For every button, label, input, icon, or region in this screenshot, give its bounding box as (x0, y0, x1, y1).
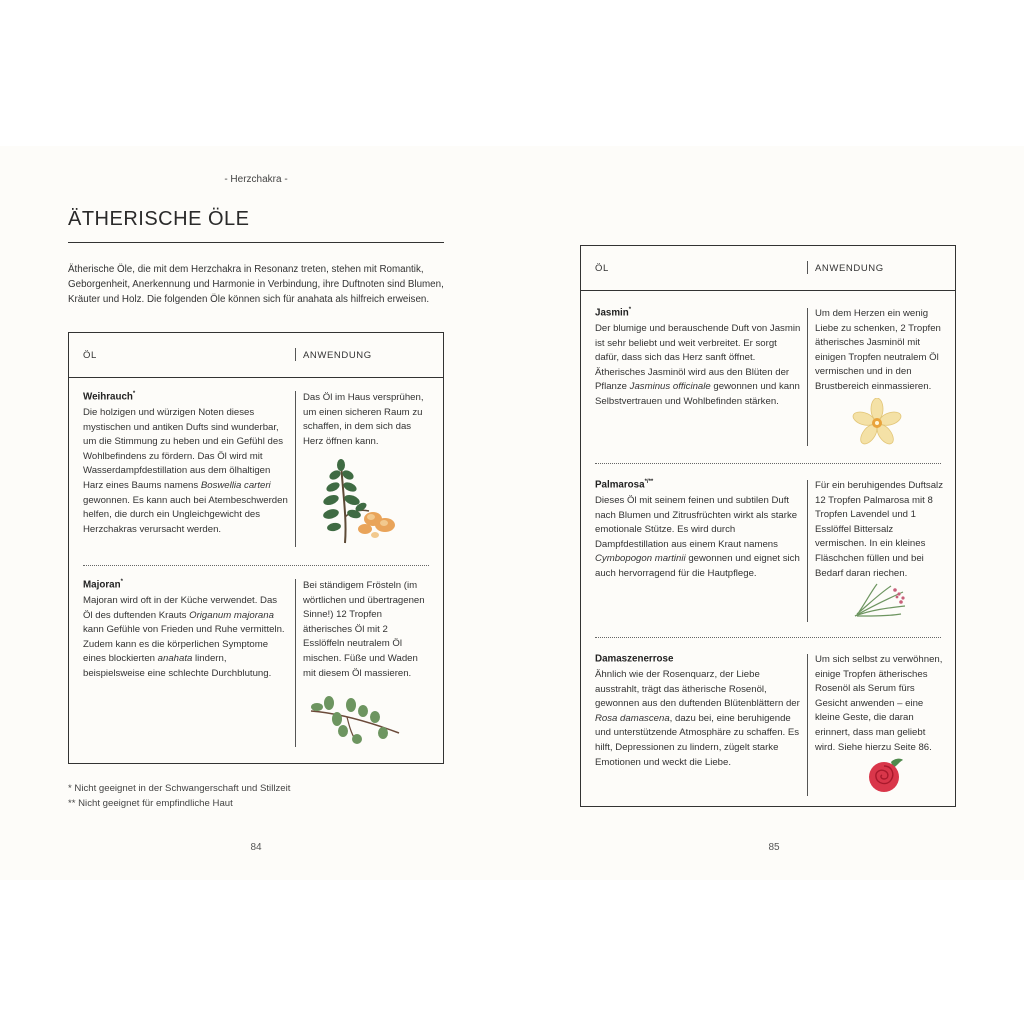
oil-name: Weihrauch* (83, 391, 136, 403)
page-number-left: 84 (250, 842, 262, 853)
table-row (69, 567, 443, 763)
header-divider (807, 261, 808, 274)
column-divider (807, 308, 808, 446)
header-oil: ÖL (595, 263, 609, 274)
oil-description: Der blumige und berauschende Duft von Jasmin ist sehr beliebt und weit verbreitet. Er sorgt dafür, dass sich das Herz sanft öffnet. Ätherisches Jasminöl wird aus den Blüten der Pflanze Jasminus officinale gewonnen und kann Selbstvertrauen und Wohlbefinden stärken. (595, 323, 801, 407)
title-rule (68, 242, 444, 243)
marjoram-icon (307, 695, 403, 745)
oil-application: Um sich selbst zu verwöhnen, einige Tropfen ätherisches Rosenöl als Serum fürs Gesicht anwenden – eine kleine Geste, die daran erinnert, dass man geliebt wird. Siehe hierzu Seite 86. (815, 654, 943, 753)
header-use: ANWENDUNG (303, 350, 372, 361)
header-use: ANWENDUNG (815, 263, 884, 274)
row-separator (83, 565, 429, 566)
column-divider (295, 391, 296, 547)
oil-name: Majoran* (83, 579, 123, 591)
table-header (69, 333, 443, 378)
column-divider (807, 480, 808, 622)
oil-application: Um dem Herzen ein wenig Liebe zu schenken, 2 Tropfen ätherisches Jasminöl mit einigen Tropfen neutralem Öl vermischen und in den Brustbereich einmassieren. (815, 308, 941, 392)
footnote: * Nicht geeignet in der Schwangerschaft und Stillzeit (68, 783, 291, 794)
oil-description: Dieses Öl mit seinem feinen und subtilen Duft nach Blumen und Zitrusfrüchten wirkt als starke emotionale Stütze. Es wird durch Dampfdestillation aus einem Kraut namens Cymbopogon martinii gewonnen und eignet sich auch hervorragend für die Hautpflege. (595, 495, 800, 579)
table-row (581, 638, 955, 806)
oil-application: Das Öl im Haus versprühen, um einen sicheren Raum zu schaffen, in dem sich das Herz öffnen kann. (303, 392, 424, 447)
oil-application: Für ein beruhigendes Duftsalz 12 Tropfen Palmarosa mit 8 Tropfen Lavendel und 1 Esslöffel Bittersalz vermischen. In ein kleines Fläschchen füllen und bei Bedarf daran riechen. (815, 480, 943, 579)
running-head: - Herzchakra - (224, 174, 288, 185)
oil-table-left (68, 332, 444, 764)
oil-name: Damaszenerrose (595, 653, 674, 665)
table-header (581, 246, 955, 291)
oil-name: Jasmin* (595, 307, 632, 319)
table-row (69, 377, 443, 563)
page-title: ÄTHERISCHE ÖLE (68, 208, 250, 230)
footnote: ** Nicht geeignet für empfindliche Haut (68, 798, 233, 809)
oil-description: Die holzigen und würzigen Noten dieses mystischen und antiken Dufts sind wunderbar, um die Stimmung zu heben und ein Gefühl des Wohlbefindens zu fördern. Das Öl wird mit Wasserdampfdestillation aus dem ölhaltigen Harz eines Baums namens Boswellia carteri gewonnen. Es kann auch bei Atembeschwerden helfen, die durch ein Ungleichgewicht des Herzchakras verursacht werden. (83, 407, 288, 535)
oil-description: Ähnlich wie der Rosenquarz, der Liebe ausstrahlt, trägt das ätherische Rosenöl, gewonnen aus den duftenden Blütenblättern der Rosa damascena, dazu bei, eine beruhigende und unterstützende Atmosphäre zu schaffen. Es hilft, Depressionen zu lindern, zügelt starke Emotionen und weckt die Liebe. (595, 669, 800, 768)
column-divider (295, 579, 296, 747)
jasmine-flower-icon (851, 398, 903, 448)
column-divider (807, 654, 808, 796)
table-row (581, 464, 955, 634)
header-oil: ÖL (83, 350, 97, 361)
intro-paragraph: Ätherische Öle, die mit dem Herzchakra in Resonanz treten, stehen mit Romantik, Geborgenheit, Anerkennung und Harmonie in Verbindung, ihre Duftnoten sind Blumen, Kräuter und Holz. Die folgenden Öle können sich für anahata als hilfreich erweisen. (68, 264, 444, 305)
oil-description: Majoran wird oft in der Küche verwendet. Das Öl des duftenden Krauts Origanum majorana kann Gefühle von Frieden und Ruhe vermitteln. Zudem kann es die körperlichen Symptome eines blockierten anahata lindern, beispielsweise eine schlechte Durchblutung. (83, 595, 285, 679)
page-number-right: 85 (768, 842, 780, 853)
table-row (581, 290, 955, 460)
palmarosa-grass-icon (851, 582, 911, 620)
frankincense-icon (317, 459, 407, 547)
rose-icon (865, 756, 905, 796)
oil-table-right (580, 245, 956, 807)
header-divider (295, 348, 296, 361)
oil-name: Palmarosa*/** (595, 479, 654, 491)
oil-application: Bei ständigem Frösteln (im wörtlichen und übertragenen Sinne!) 12 Tropfen ätherisches Öl mit 2 Esslöffeln neutralem Öl mischen. Füße und Waden mit diesem Öl massieren. (303, 580, 425, 679)
